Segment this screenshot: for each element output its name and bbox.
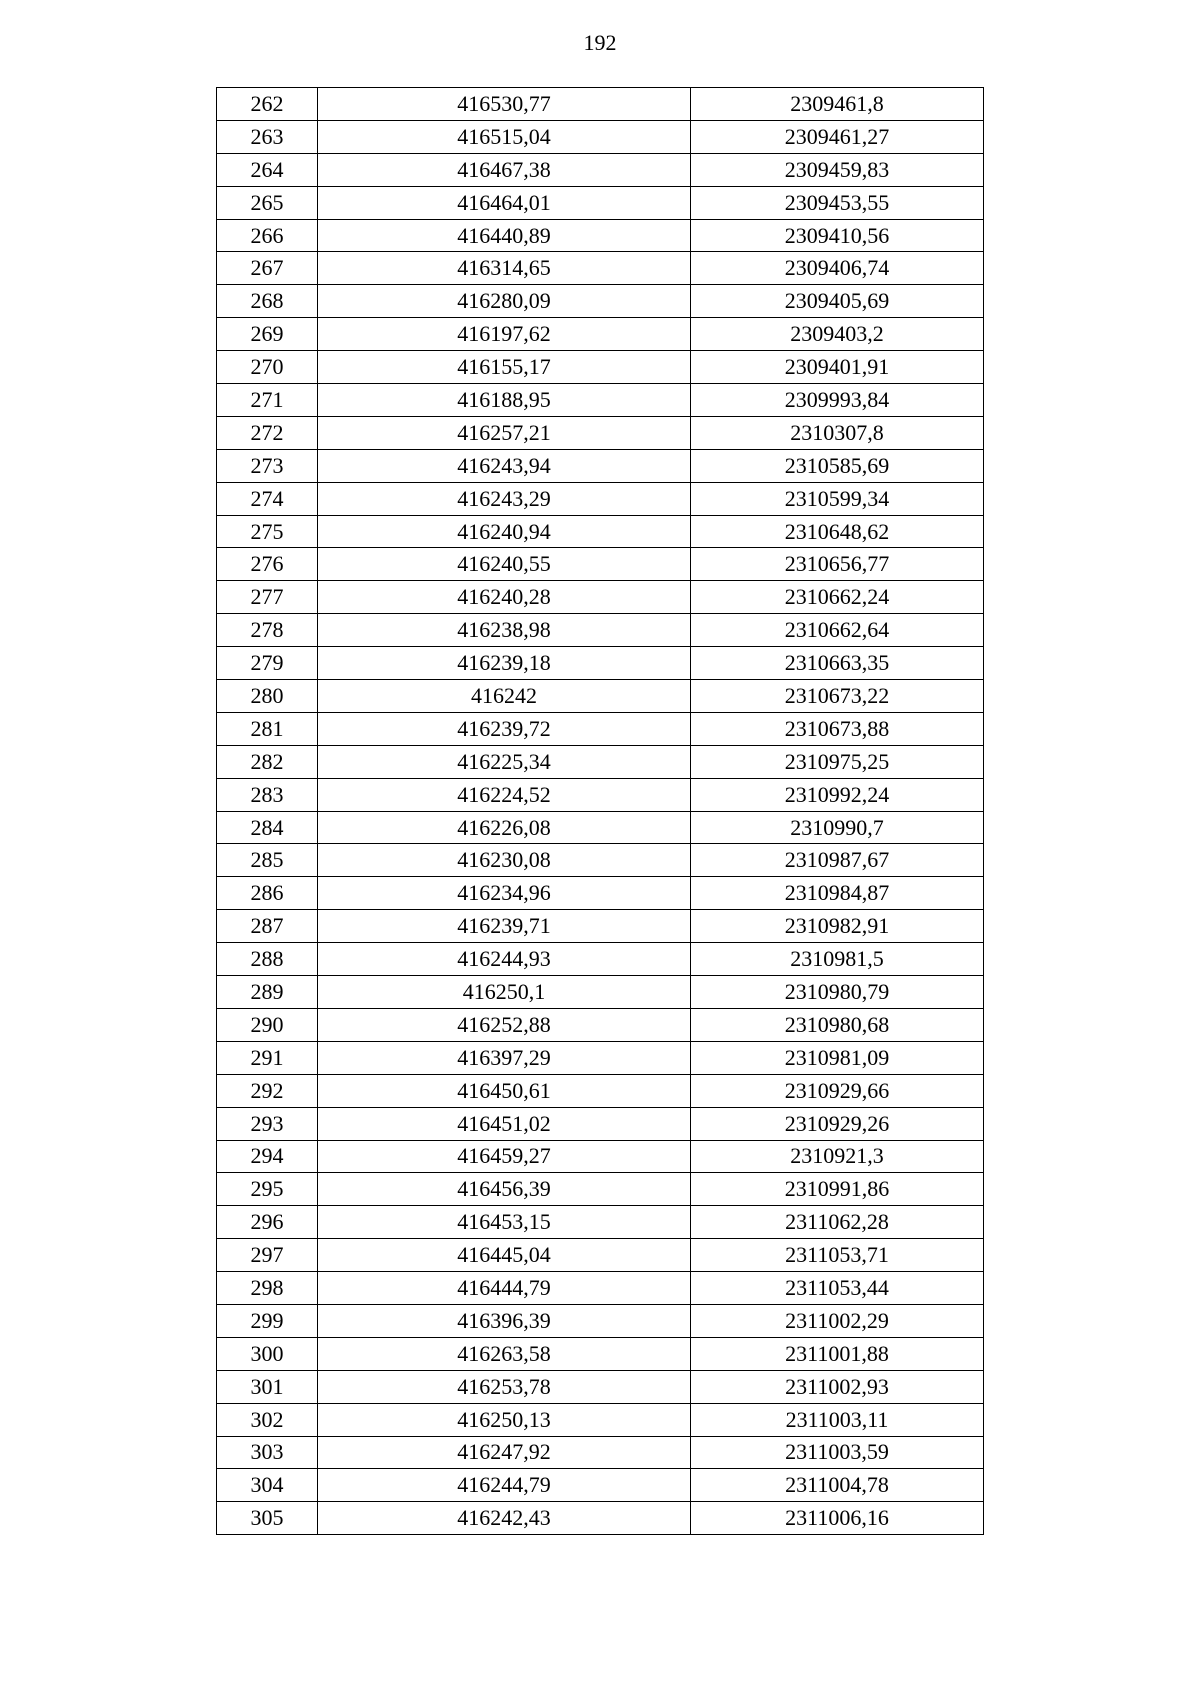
table-row	[217, 1140, 984, 1173]
table-row	[217, 1337, 984, 1370]
table-row	[217, 943, 984, 976]
y-coordinate-cell: 2310663,35	[691, 647, 984, 680]
table-row	[217, 1403, 984, 1436]
table-row	[217, 1206, 984, 1239]
table-row	[217, 515, 984, 548]
table-row	[217, 285, 984, 318]
y-coordinate-cell: 2310991,86	[691, 1173, 984, 1206]
x-coordinate-cell: 416396,39	[318, 1304, 691, 1337]
point-number-cell: 293	[217, 1107, 318, 1140]
y-coordinate-cell: 2310982,91	[691, 910, 984, 943]
y-coordinate-cell: 2310599,34	[691, 482, 984, 515]
x-coordinate-cell: 416226,08	[318, 811, 691, 844]
x-coordinate-cell: 416242,43	[318, 1502, 691, 1535]
point-number-cell: 297	[217, 1239, 318, 1272]
y-coordinate-cell: 2311004,78	[691, 1469, 984, 1502]
x-coordinate-cell: 416224,52	[318, 778, 691, 811]
table-row	[217, 1173, 984, 1206]
table-row	[217, 548, 984, 581]
table-row	[217, 778, 984, 811]
table-row	[217, 351, 984, 384]
point-number-cell: 299	[217, 1304, 318, 1337]
point-number-cell: 262	[217, 88, 318, 121]
table-row	[217, 1041, 984, 1074]
table-row	[217, 318, 984, 351]
point-number-cell: 288	[217, 943, 318, 976]
page-number: 192	[583, 30, 617, 55]
point-number-cell: 295	[217, 1173, 318, 1206]
x-coordinate-cell: 416250,1	[318, 976, 691, 1009]
y-coordinate-cell: 2311062,28	[691, 1206, 984, 1239]
table-row	[217, 712, 984, 745]
y-coordinate-cell: 2311003,59	[691, 1436, 984, 1469]
x-coordinate-cell: 416444,79	[318, 1272, 691, 1305]
x-coordinate-cell: 416239,72	[318, 712, 691, 745]
point-number-cell: 290	[217, 1008, 318, 1041]
point-number-cell: 304	[217, 1469, 318, 1502]
y-coordinate-cell: 2310585,69	[691, 449, 984, 482]
point-number-cell: 289	[217, 976, 318, 1009]
y-coordinate-cell: 2310921,3	[691, 1140, 984, 1173]
point-number-cell: 279	[217, 647, 318, 680]
x-coordinate-cell: 416314,65	[318, 252, 691, 285]
x-coordinate-cell: 416240,94	[318, 515, 691, 548]
y-coordinate-cell: 2309405,69	[691, 285, 984, 318]
point-number-cell: 276	[217, 548, 318, 581]
table-row	[217, 910, 984, 943]
x-coordinate-cell: 416225,34	[318, 745, 691, 778]
x-coordinate-cell: 416188,95	[318, 384, 691, 417]
x-coordinate-cell: 416280,09	[318, 285, 691, 318]
coordinates-table-body	[217, 88, 984, 1535]
point-number-cell: 292	[217, 1074, 318, 1107]
y-coordinate-cell: 2310980,79	[691, 976, 984, 1009]
point-number-cell: 265	[217, 186, 318, 219]
y-coordinate-cell: 2311053,71	[691, 1239, 984, 1272]
point-number-cell: 264	[217, 153, 318, 186]
x-coordinate-cell: 416451,02	[318, 1107, 691, 1140]
table-row	[217, 384, 984, 417]
y-coordinate-cell: 2309993,84	[691, 384, 984, 417]
x-coordinate-cell: 416464,01	[318, 186, 691, 219]
point-number-cell: 298	[217, 1272, 318, 1305]
table-row	[217, 1074, 984, 1107]
point-number-cell: 267	[217, 252, 318, 285]
y-coordinate-cell: 2310307,8	[691, 416, 984, 449]
y-coordinate-cell: 2310648,62	[691, 515, 984, 548]
x-coordinate-cell: 416440,89	[318, 219, 691, 252]
table-row	[217, 449, 984, 482]
x-coordinate-cell: 416257,21	[318, 416, 691, 449]
point-number-cell: 283	[217, 778, 318, 811]
x-coordinate-cell: 416467,38	[318, 153, 691, 186]
point-number-cell: 281	[217, 712, 318, 745]
table-row	[217, 252, 984, 285]
table-row	[217, 844, 984, 877]
y-coordinate-cell: 2310990,7	[691, 811, 984, 844]
point-number-cell: 273	[217, 449, 318, 482]
point-number-cell: 275	[217, 515, 318, 548]
table-row	[217, 877, 984, 910]
y-coordinate-cell: 2310673,88	[691, 712, 984, 745]
point-number-cell: 270	[217, 351, 318, 384]
y-coordinate-cell: 2310981,09	[691, 1041, 984, 1074]
table-row	[217, 186, 984, 219]
x-coordinate-cell: 416515,04	[318, 120, 691, 153]
table-row	[217, 1008, 984, 1041]
y-coordinate-cell: 2309453,55	[691, 186, 984, 219]
table-row	[217, 647, 984, 680]
y-coordinate-cell: 2309406,74	[691, 252, 984, 285]
x-coordinate-cell: 416243,94	[318, 449, 691, 482]
point-number-cell: 285	[217, 844, 318, 877]
y-coordinate-cell: 2310662,24	[691, 581, 984, 614]
x-coordinate-cell: 416230,08	[318, 844, 691, 877]
y-coordinate-cell: 2310656,77	[691, 548, 984, 581]
y-coordinate-cell: 2311003,11	[691, 1403, 984, 1436]
x-coordinate-cell: 416234,96	[318, 877, 691, 910]
y-coordinate-cell: 2309401,91	[691, 351, 984, 384]
y-coordinate-cell: 2310929,26	[691, 1107, 984, 1140]
y-coordinate-cell: 2310975,25	[691, 745, 984, 778]
y-coordinate-cell: 2310980,68	[691, 1008, 984, 1041]
point-number-cell: 271	[217, 384, 318, 417]
point-number-cell: 300	[217, 1337, 318, 1370]
y-coordinate-cell: 2310987,67	[691, 844, 984, 877]
point-number-cell: 268	[217, 285, 318, 318]
table-row	[217, 614, 984, 647]
point-number-cell: 291	[217, 1041, 318, 1074]
y-coordinate-cell: 2310673,22	[691, 680, 984, 713]
point-number-cell: 302	[217, 1403, 318, 1436]
table-row	[217, 219, 984, 252]
point-number-cell: 278	[217, 614, 318, 647]
y-coordinate-cell: 2311001,88	[691, 1337, 984, 1370]
point-number-cell: 269	[217, 318, 318, 351]
x-coordinate-cell: 416253,78	[318, 1370, 691, 1403]
x-coordinate-cell: 416252,88	[318, 1008, 691, 1041]
table-row	[217, 745, 984, 778]
table-row	[217, 153, 984, 186]
x-coordinate-cell: 416459,27	[318, 1140, 691, 1173]
table-row	[217, 1272, 984, 1305]
table-row	[217, 482, 984, 515]
y-coordinate-cell: 2311053,44	[691, 1272, 984, 1305]
y-coordinate-cell: 2310981,5	[691, 943, 984, 976]
y-coordinate-cell: 2311002,93	[691, 1370, 984, 1403]
table-row	[217, 416, 984, 449]
point-number-cell: 277	[217, 581, 318, 614]
y-coordinate-cell: 2310929,66	[691, 1074, 984, 1107]
point-number-cell: 274	[217, 482, 318, 515]
point-number-cell: 266	[217, 219, 318, 252]
x-coordinate-cell: 416263,58	[318, 1337, 691, 1370]
point-number-cell: 280	[217, 680, 318, 713]
table-row	[217, 1469, 984, 1502]
point-number-cell: 294	[217, 1140, 318, 1173]
x-coordinate-cell: 416240,55	[318, 548, 691, 581]
x-coordinate-cell: 416397,29	[318, 1041, 691, 1074]
x-coordinate-cell: 416243,29	[318, 482, 691, 515]
y-coordinate-cell: 2310992,24	[691, 778, 984, 811]
table-row	[217, 976, 984, 1009]
table-row	[217, 120, 984, 153]
point-number-cell: 303	[217, 1436, 318, 1469]
table-row	[217, 811, 984, 844]
x-coordinate-cell: 416445,04	[318, 1239, 691, 1272]
table-row	[217, 88, 984, 121]
table-row	[217, 680, 984, 713]
point-number-cell: 286	[217, 877, 318, 910]
y-coordinate-cell: 2309410,56	[691, 219, 984, 252]
x-coordinate-cell: 416238,98	[318, 614, 691, 647]
y-coordinate-cell: 2310984,87	[691, 877, 984, 910]
y-coordinate-cell: 2311006,16	[691, 1502, 984, 1535]
table-row	[217, 1436, 984, 1469]
y-coordinate-cell: 2309403,2	[691, 318, 984, 351]
coordinates-table	[216, 87, 984, 1535]
point-number-cell: 263	[217, 120, 318, 153]
table-row	[217, 1239, 984, 1272]
y-coordinate-cell: 2310662,64	[691, 614, 984, 647]
point-number-cell: 301	[217, 1370, 318, 1403]
x-coordinate-cell: 416239,71	[318, 910, 691, 943]
table-row	[217, 1304, 984, 1337]
point-number-cell: 287	[217, 910, 318, 943]
x-coordinate-cell: 416456,39	[318, 1173, 691, 1206]
x-coordinate-cell: 416242	[318, 680, 691, 713]
x-coordinate-cell: 416450,61	[318, 1074, 691, 1107]
table-row	[217, 1370, 984, 1403]
y-coordinate-cell: 2309461,8	[691, 88, 984, 121]
point-number-cell: 282	[217, 745, 318, 778]
x-coordinate-cell: 416239,18	[318, 647, 691, 680]
y-coordinate-cell: 2309459,83	[691, 153, 984, 186]
x-coordinate-cell: 416453,15	[318, 1206, 691, 1239]
x-coordinate-cell: 416197,62	[318, 318, 691, 351]
y-coordinate-cell: 2311002,29	[691, 1304, 984, 1337]
x-coordinate-cell: 416244,93	[318, 943, 691, 976]
point-number-cell: 305	[217, 1502, 318, 1535]
x-coordinate-cell: 416240,28	[318, 581, 691, 614]
x-coordinate-cell: 416155,17	[318, 351, 691, 384]
y-coordinate-cell: 2309461,27	[691, 120, 984, 153]
x-coordinate-cell: 416244,79	[318, 1469, 691, 1502]
x-coordinate-cell: 416530,77	[318, 88, 691, 121]
table-row	[217, 1107, 984, 1140]
point-number-cell: 284	[217, 811, 318, 844]
table-row	[217, 1502, 984, 1535]
point-number-cell: 272	[217, 416, 318, 449]
x-coordinate-cell: 416250,13	[318, 1403, 691, 1436]
point-number-cell: 296	[217, 1206, 318, 1239]
table-row	[217, 581, 984, 614]
x-coordinate-cell: 416247,92	[318, 1436, 691, 1469]
